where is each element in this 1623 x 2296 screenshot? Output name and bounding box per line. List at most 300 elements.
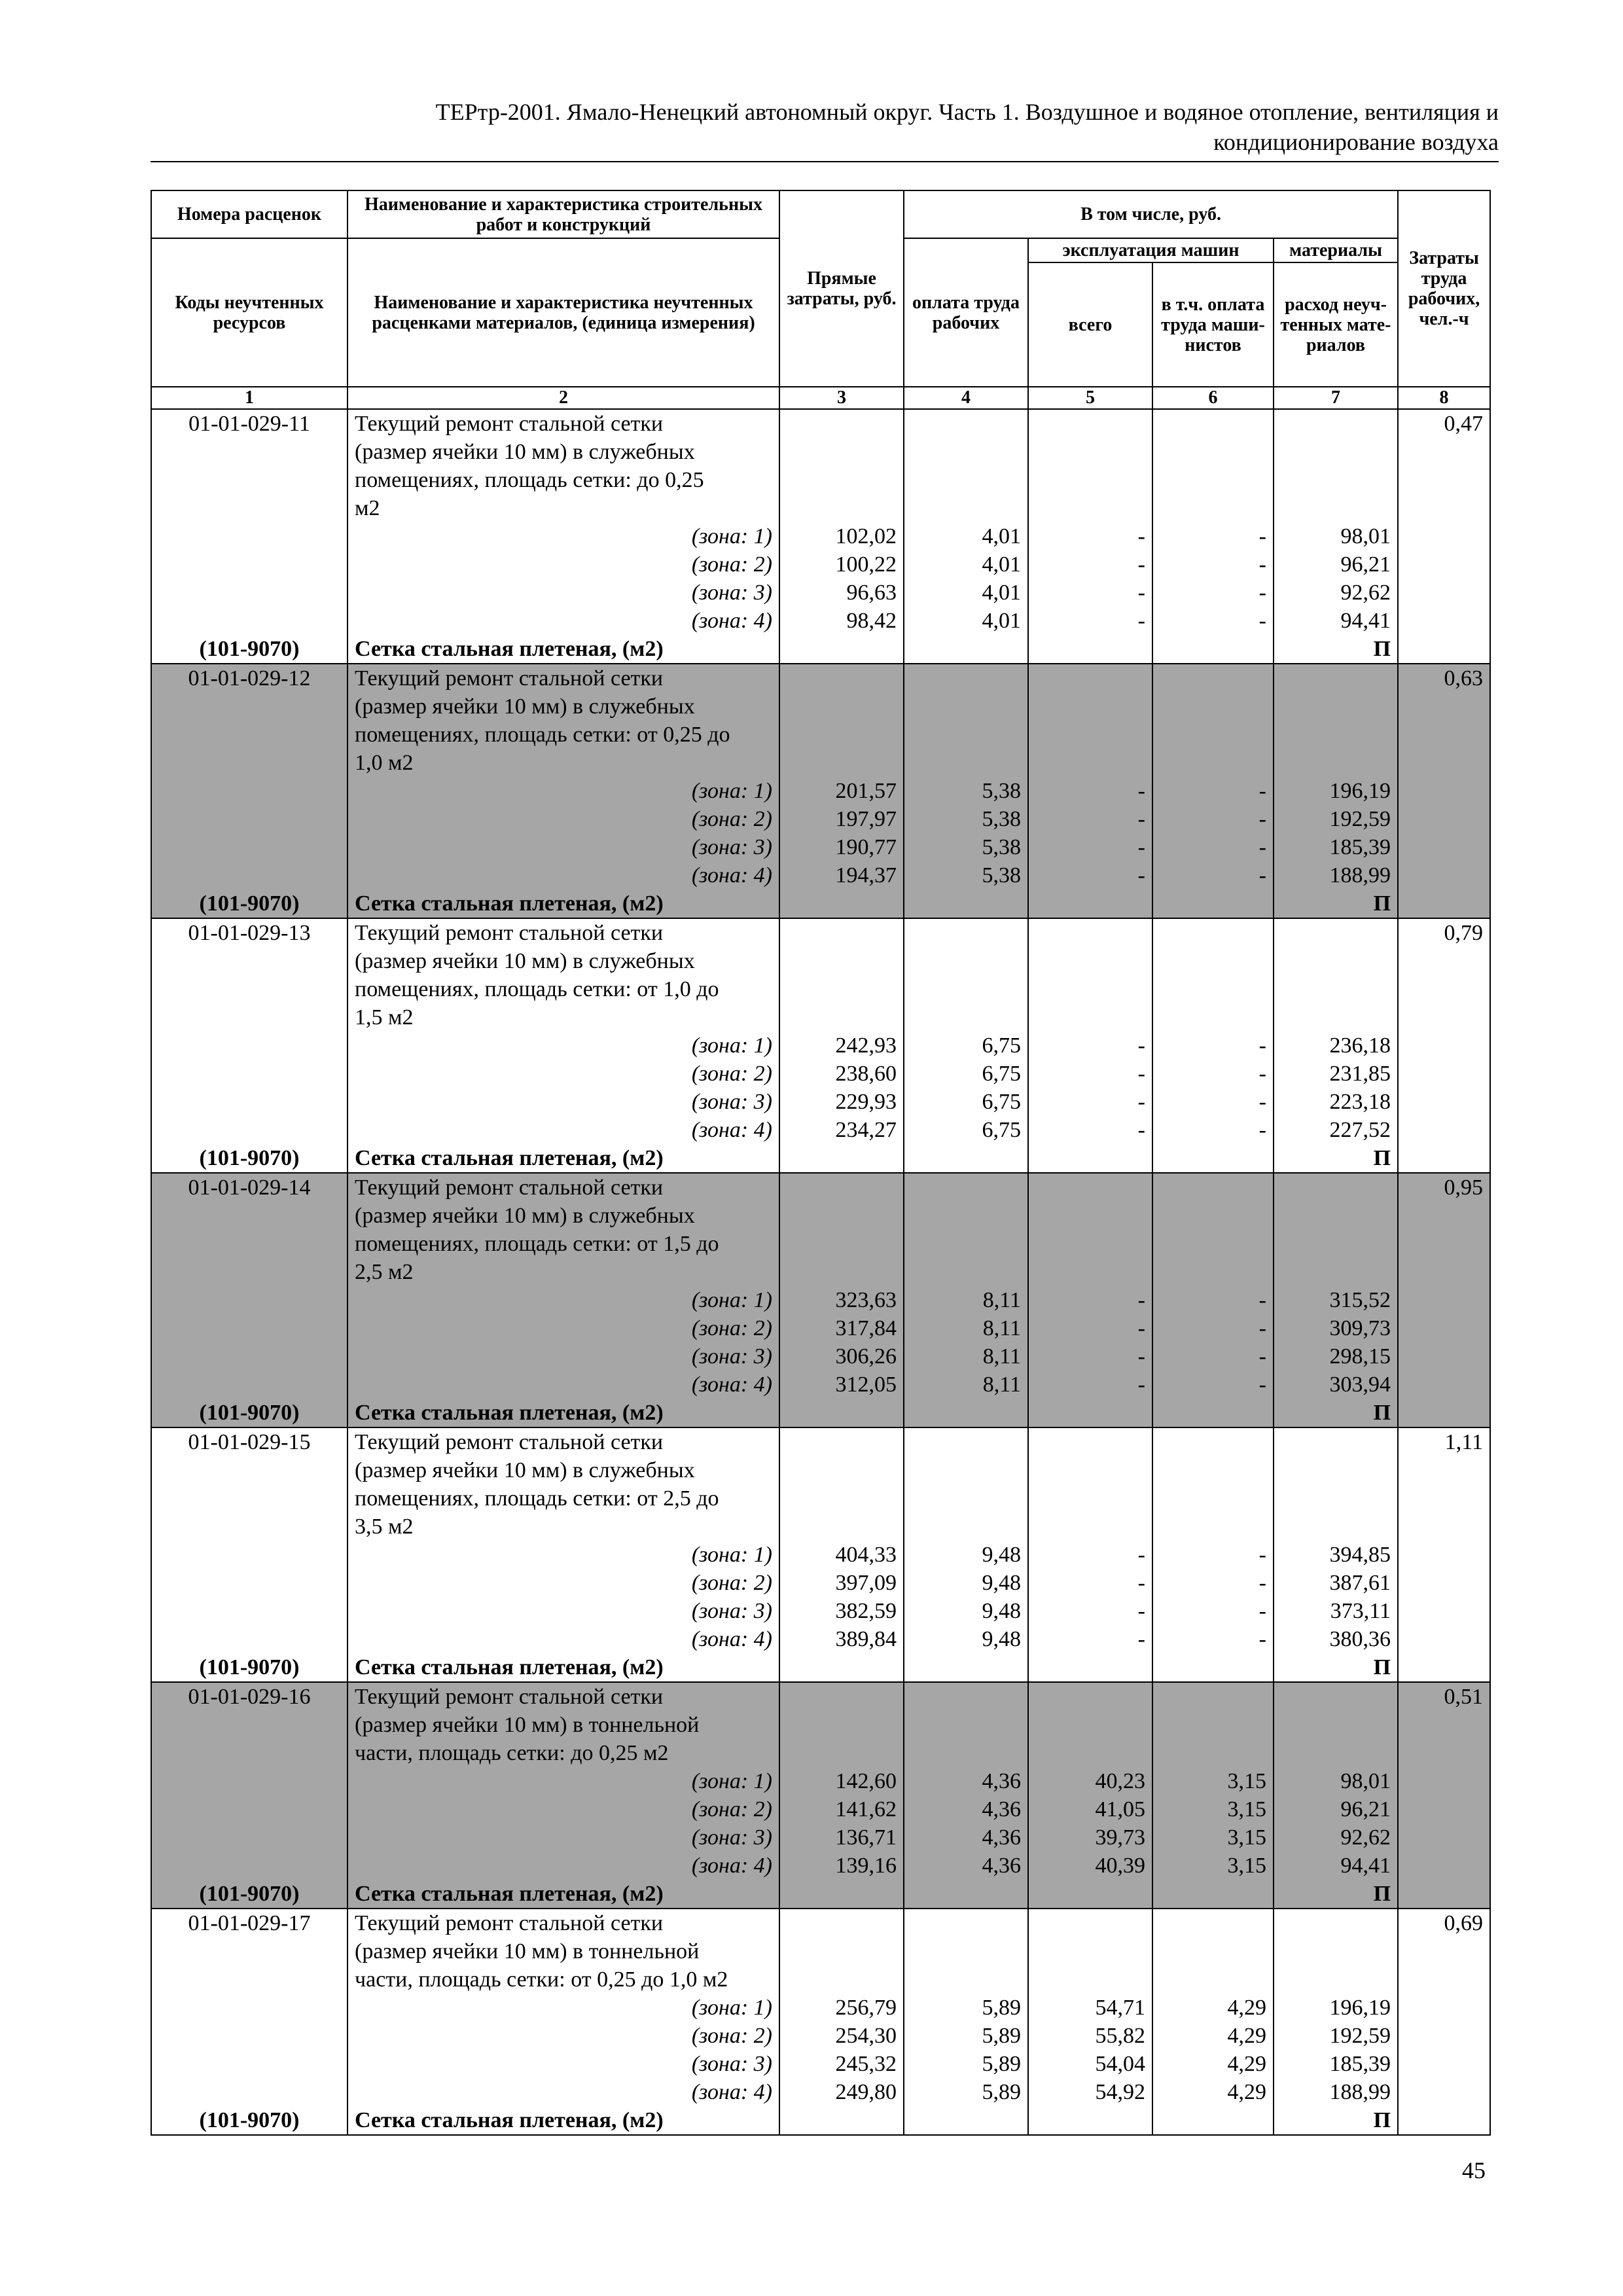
rate-description-row xyxy=(151,1427,1490,1456)
rate-description-row xyxy=(151,918,1490,947)
empty-cell xyxy=(779,918,904,947)
empty-cell xyxy=(1028,409,1152,438)
zone-row xyxy=(151,1823,1490,1852)
resource-flag: П xyxy=(1274,2106,1398,2135)
empty-cell xyxy=(1398,1088,1490,1116)
labor-pay: 5,38 xyxy=(904,777,1028,805)
column-number: 2 xyxy=(348,387,779,409)
rate-description-row xyxy=(151,749,1490,777)
empty-cell xyxy=(779,635,904,664)
machines-labor-pay: 3,15 xyxy=(1152,1795,1274,1823)
running-header-line2: кондиционирование воздуха xyxy=(1213,129,1499,155)
labor-pay: 5,89 xyxy=(904,2022,1028,2050)
rate-description-row xyxy=(151,438,1490,466)
rate-description-line: Текущий ремонт стальной сетки xyxy=(348,1173,779,1202)
materials-cost: 309,73 xyxy=(1274,1314,1398,1342)
machines-labor-pay: 3,15 xyxy=(1152,1767,1274,1795)
empty-cell xyxy=(904,1399,1028,1427)
empty-cell xyxy=(1274,1739,1398,1767)
empty-cell xyxy=(1398,438,1490,466)
rate-description-row xyxy=(151,1739,1490,1767)
materials-cost: 92,62 xyxy=(1274,579,1398,607)
machines-labor-pay: 3,15 xyxy=(1152,1823,1274,1852)
empty-cell xyxy=(1028,1456,1152,1484)
empty-cell xyxy=(1152,1427,1274,1456)
empty-cell xyxy=(1398,466,1490,494)
materials-cost: 185,39 xyxy=(1274,833,1398,861)
machines-labor-pay: - xyxy=(1152,1286,1274,1314)
empty-cell xyxy=(1028,1937,1152,1965)
zone-row xyxy=(151,861,1490,889)
machines-labor-pay: - xyxy=(1152,522,1274,550)
machines-total: - xyxy=(1028,1060,1152,1088)
empty-cell xyxy=(151,2022,348,2050)
resource-flag: П xyxy=(1274,1399,1398,1427)
zone-label: (зона: 3) xyxy=(348,1597,779,1625)
empty-cell xyxy=(779,1003,904,1031)
materials-cost: 192,59 xyxy=(1274,2022,1398,2050)
materials-cost: 380,36 xyxy=(1274,1625,1398,1653)
resource-row xyxy=(151,635,1490,664)
empty-cell xyxy=(1274,918,1398,947)
empty-cell xyxy=(151,1739,348,1767)
resource-flag: П xyxy=(1274,1653,1398,1682)
labor-pay: 6,75 xyxy=(904,1088,1028,1116)
empty-cell xyxy=(151,1823,348,1852)
empty-cell xyxy=(1398,1116,1490,1144)
direct-cost: 197,97 xyxy=(779,805,904,833)
empty-cell xyxy=(1274,1173,1398,1202)
empty-cell xyxy=(1028,1003,1152,1031)
resource-code: (101-9070) xyxy=(151,889,348,918)
rate-description-line: части, площадь сетки: до 0,25 м2 xyxy=(348,1739,779,1767)
materials-cost: 298,15 xyxy=(1274,1342,1398,1371)
empty-cell xyxy=(151,579,348,607)
empty-cell xyxy=(1152,1456,1274,1484)
rate-description-line: Текущий ремонт стальной сетки xyxy=(348,918,779,947)
zone-row xyxy=(151,1852,1490,1880)
rate-description-row xyxy=(151,1965,1490,1994)
empty-cell xyxy=(151,1202,348,1230)
empty-cell xyxy=(151,1597,348,1625)
rate-description-row xyxy=(151,975,1490,1003)
labor-pay: 9,48 xyxy=(904,1569,1028,1597)
machines-total: - xyxy=(1028,805,1152,833)
empty-cell xyxy=(1274,1484,1398,1513)
labor-pay: 4,36 xyxy=(904,1823,1028,1852)
header-materials-sub: расход неуч-тенных мате-риалов xyxy=(1274,262,1398,387)
empty-cell xyxy=(151,1852,348,1880)
empty-cell xyxy=(904,1456,1028,1484)
empty-cell xyxy=(1028,635,1152,664)
empty-cell xyxy=(1398,1003,1490,1031)
empty-cell xyxy=(1398,2078,1490,2106)
empty-cell xyxy=(1152,1173,1274,1202)
machines-total: - xyxy=(1028,1031,1152,1060)
empty-cell xyxy=(779,466,904,494)
empty-cell xyxy=(1398,1795,1490,1823)
empty-cell xyxy=(151,777,348,805)
labor-cost: 0,51 xyxy=(1398,1682,1490,1711)
empty-cell xyxy=(1152,635,1274,664)
empty-cell xyxy=(904,947,1028,975)
machines-labor-pay: - xyxy=(1152,777,1274,805)
materials-cost: 94,41 xyxy=(1274,607,1398,635)
empty-cell xyxy=(1398,721,1490,749)
empty-cell xyxy=(904,1909,1028,1937)
empty-cell xyxy=(904,1711,1028,1739)
empty-cell xyxy=(1028,1739,1152,1767)
rate-description-row xyxy=(151,664,1490,692)
machines-labor-pay: - xyxy=(1152,1088,1274,1116)
empty-cell xyxy=(1398,1286,1490,1314)
empty-cell xyxy=(151,1060,348,1088)
empty-cell xyxy=(1152,1880,1274,1909)
empty-cell xyxy=(1398,1711,1490,1739)
empty-cell xyxy=(1028,494,1152,522)
zone-label: (зона: 4) xyxy=(348,2078,779,2106)
materials-cost: 227,52 xyxy=(1274,1116,1398,1144)
empty-cell xyxy=(1152,918,1274,947)
empty-cell xyxy=(1398,1541,1490,1569)
empty-cell xyxy=(1152,721,1274,749)
empty-cell xyxy=(1152,1682,1274,1711)
empty-cell xyxy=(1028,1399,1152,1427)
empty-cell xyxy=(1274,1202,1398,1230)
empty-cell xyxy=(1398,1653,1490,1682)
empty-cell xyxy=(1152,749,1274,777)
empty-cell xyxy=(1274,1937,1398,1965)
empty-cell xyxy=(1274,1456,1398,1484)
empty-cell xyxy=(1274,947,1398,975)
direct-cost: 238,60 xyxy=(779,1060,904,1088)
zone-row xyxy=(151,1767,1490,1795)
machines-total: - xyxy=(1028,1314,1152,1342)
empty-cell xyxy=(1274,975,1398,1003)
machines-total: - xyxy=(1028,607,1152,635)
empty-cell xyxy=(779,1711,904,1739)
rate-description-row xyxy=(151,1711,1490,1739)
materials-cost: 394,85 xyxy=(1274,1541,1398,1569)
empty-cell xyxy=(1398,1031,1490,1060)
machines-labor-pay: - xyxy=(1152,1625,1274,1653)
empty-cell xyxy=(151,833,348,861)
empty-cell xyxy=(1398,1144,1490,1173)
empty-cell xyxy=(1028,692,1152,721)
rates-table xyxy=(151,190,1491,2136)
empty-cell xyxy=(1398,777,1490,805)
resource-code: (101-9070) xyxy=(151,1144,348,1173)
rate-description-line: (размер ячейки 10 мм) в тоннельной xyxy=(348,1937,779,1965)
direct-cost: 397,09 xyxy=(779,1569,904,1597)
empty-cell xyxy=(1274,1003,1398,1031)
empty-cell xyxy=(151,1371,348,1399)
column-number: 4 xyxy=(904,387,1028,409)
empty-cell xyxy=(1274,494,1398,522)
empty-cell xyxy=(1398,2022,1490,2050)
zone-label: (зона: 2) xyxy=(348,1569,779,1597)
machines-total: - xyxy=(1028,833,1152,861)
empty-cell xyxy=(779,1456,904,1484)
zone-row xyxy=(151,2050,1490,2078)
rate-description-row xyxy=(151,466,1490,494)
direct-cost: 317,84 xyxy=(779,1314,904,1342)
empty-cell xyxy=(904,1484,1028,1513)
direct-cost: 190,77 xyxy=(779,833,904,861)
column-number: 3 xyxy=(779,387,904,409)
machines-total: 40,23 xyxy=(1028,1767,1152,1795)
rate-code: 01-01-029-12 xyxy=(151,664,348,692)
column-number: 7 xyxy=(1274,387,1398,409)
empty-cell xyxy=(1398,607,1490,635)
zone-row xyxy=(151,550,1490,579)
empty-cell xyxy=(1028,1230,1152,1258)
rate-description-row xyxy=(151,1484,1490,1513)
empty-cell xyxy=(1398,1314,1490,1342)
empty-cell xyxy=(151,1031,348,1060)
empty-cell xyxy=(1398,1513,1490,1541)
empty-cell xyxy=(151,2078,348,2106)
empty-cell xyxy=(1274,1258,1398,1286)
rate-description-row xyxy=(151,494,1490,522)
direct-cost: 98,42 xyxy=(779,607,904,635)
empty-cell xyxy=(151,1314,348,1342)
machines-labor-pay: 4,29 xyxy=(1152,2022,1274,2050)
direct-cost: 229,93 xyxy=(779,1088,904,1116)
empty-cell xyxy=(1398,1202,1490,1230)
direct-cost: 389,84 xyxy=(779,1625,904,1653)
labor-cost: 0,63 xyxy=(1398,664,1490,692)
materials-cost: 236,18 xyxy=(1274,1031,1398,1060)
zone-label: (зона: 1) xyxy=(348,1031,779,1060)
rate-description-row xyxy=(151,1909,1490,1937)
empty-cell xyxy=(1398,805,1490,833)
empty-cell xyxy=(1274,749,1398,777)
rate-description-line: (размер ячейки 10 мм) в тоннельной xyxy=(348,1711,779,1739)
header-machines-labor: в т.ч. оплата труда маши-нистов xyxy=(1152,262,1274,387)
labor-pay: 4,01 xyxy=(904,579,1028,607)
labor-cost: 0,47 xyxy=(1398,409,1490,438)
zone-row xyxy=(151,579,1490,607)
empty-cell xyxy=(779,494,904,522)
empty-cell xyxy=(1398,1852,1490,1880)
empty-cell xyxy=(1152,1258,1274,1286)
empty-cell xyxy=(151,438,348,466)
empty-cell xyxy=(1152,494,1274,522)
empty-cell xyxy=(1398,1456,1490,1484)
machines-labor-pay: - xyxy=(1152,1371,1274,1399)
rate-description-row xyxy=(151,1937,1490,1965)
machines-labor-pay: 4,29 xyxy=(1152,2050,1274,2078)
empty-cell xyxy=(1398,1371,1490,1399)
labor-cost: 0,69 xyxy=(1398,1909,1490,1937)
empty-cell xyxy=(151,1116,348,1144)
machines-total: - xyxy=(1028,1625,1152,1653)
labor-cost: 0,79 xyxy=(1398,918,1490,947)
direct-cost: 254,30 xyxy=(779,2022,904,2050)
header-labor-pay: оплата труда рабочих xyxy=(904,238,1028,387)
zone-row xyxy=(151,1342,1490,1371)
empty-cell xyxy=(1398,1597,1490,1625)
materials-cost: 188,99 xyxy=(1274,2078,1398,2106)
empty-cell xyxy=(779,1399,904,1427)
rate-description-line: помещениях, площадь сетки: от 1,5 до xyxy=(348,1230,779,1258)
labor-pay: 4,36 xyxy=(904,1852,1028,1880)
rate-description-line: 1,0 м2 xyxy=(348,749,779,777)
empty-cell xyxy=(779,1173,904,1202)
empty-cell xyxy=(1028,1965,1152,1994)
empty-cell xyxy=(1274,1682,1398,1711)
direct-cost: 141,62 xyxy=(779,1795,904,1823)
rate-description-line: Текущий ремонт стальной сетки xyxy=(348,1909,779,1937)
zone-label: (зона: 2) xyxy=(348,2022,779,2050)
empty-cell xyxy=(1152,466,1274,494)
zone-label: (зона: 3) xyxy=(348,1342,779,1371)
column-number: 1 xyxy=(151,387,348,409)
labor-pay: 9,48 xyxy=(904,1597,1028,1625)
empty-cell xyxy=(151,975,348,1003)
empty-cell xyxy=(779,947,904,975)
empty-cell xyxy=(1398,1060,1490,1088)
empty-cell xyxy=(151,1088,348,1116)
resource-name: Сетка стальная плетеная, (м2) xyxy=(348,2106,779,2135)
machines-total: - xyxy=(1028,579,1152,607)
empty-cell xyxy=(151,947,348,975)
zone-row xyxy=(151,1371,1490,1399)
materials-cost: 196,19 xyxy=(1274,1994,1398,2022)
machines-total: 40,39 xyxy=(1028,1852,1152,1880)
direct-cost: 139,16 xyxy=(779,1852,904,1880)
resource-code: (101-9070) xyxy=(151,635,348,664)
resource-flag: П xyxy=(1274,1144,1398,1173)
machines-total: 41,05 xyxy=(1028,1795,1152,1823)
machines-labor-pay: 4,29 xyxy=(1152,1994,1274,2022)
empty-cell xyxy=(1028,749,1152,777)
empty-cell xyxy=(151,522,348,550)
rates-table-body xyxy=(151,387,1490,2135)
empty-cell xyxy=(1152,1937,1274,1965)
zone-label: (зона: 3) xyxy=(348,1088,779,1116)
empty-cell xyxy=(1398,579,1490,607)
rate-description-line: Текущий ремонт стальной сетки xyxy=(348,664,779,692)
empty-cell xyxy=(151,1286,348,1314)
empty-cell xyxy=(904,1682,1028,1711)
empty-cell xyxy=(1028,889,1152,918)
empty-cell xyxy=(151,1513,348,1541)
machines-labor-pay: - xyxy=(1152,1597,1274,1625)
rate-description-row xyxy=(151,692,1490,721)
empty-cell xyxy=(1398,2106,1490,2135)
header-materials: материалы xyxy=(1274,238,1398,262)
empty-cell xyxy=(1152,1003,1274,1031)
empty-cell xyxy=(151,550,348,579)
empty-cell xyxy=(1152,1484,1274,1513)
resource-flag: П xyxy=(1274,635,1398,664)
resource-row xyxy=(151,1653,1490,1682)
empty-cell xyxy=(904,1258,1028,1286)
rate-description-row xyxy=(151,1682,1490,1711)
labor-pay: 5,38 xyxy=(904,805,1028,833)
direct-cost: 404,33 xyxy=(779,1541,904,1569)
empty-cell xyxy=(1274,1513,1398,1541)
header-labor-costs: Затраты труда рабочих, чел.-ч xyxy=(1398,190,1490,387)
labor-cost: 0,95 xyxy=(1398,1173,1490,1202)
empty-cell xyxy=(1152,438,1274,466)
machines-labor-pay: - xyxy=(1152,833,1274,861)
machines-labor-pay: 4,29 xyxy=(1152,2078,1274,2106)
empty-cell xyxy=(904,975,1028,1003)
empty-cell xyxy=(1152,1144,1274,1173)
labor-pay: 8,11 xyxy=(904,1286,1028,1314)
empty-cell xyxy=(904,1173,1028,1202)
direct-cost: 102,02 xyxy=(779,522,904,550)
zone-label: (зона: 3) xyxy=(348,579,779,607)
resource-flag: П xyxy=(1274,1880,1398,1909)
empty-cell xyxy=(151,1569,348,1597)
column-number: 8 xyxy=(1398,387,1490,409)
resource-name: Сетка стальная плетеная, (м2) xyxy=(348,635,779,664)
direct-cost: 245,32 xyxy=(779,2050,904,2078)
header-name-top: Наименование и характеристика строительных работ и конструкций xyxy=(348,190,779,238)
empty-cell xyxy=(779,1202,904,1230)
empty-cell xyxy=(904,749,1028,777)
empty-cell xyxy=(1152,2106,1274,2135)
machines-labor-pay: - xyxy=(1152,1116,1274,1144)
empty-cell xyxy=(1398,1230,1490,1258)
direct-cost: 249,80 xyxy=(779,2078,904,2106)
empty-cell xyxy=(779,1230,904,1258)
labor-pay: 4,01 xyxy=(904,522,1028,550)
empty-cell xyxy=(779,2106,904,2135)
rate-description-line: 2,5 м2 xyxy=(348,1258,779,1286)
direct-cost: 382,59 xyxy=(779,1597,904,1625)
empty-cell xyxy=(779,1937,904,1965)
zone-label: (зона: 4) xyxy=(348,1852,779,1880)
empty-cell xyxy=(1152,664,1274,692)
resource-row xyxy=(151,1880,1490,1909)
resource-code: (101-9070) xyxy=(151,1880,348,1909)
materials-cost: 223,18 xyxy=(1274,1088,1398,1116)
machines-total: - xyxy=(1028,777,1152,805)
zone-label: (зона: 3) xyxy=(348,2050,779,2078)
direct-cost: 306,26 xyxy=(779,1342,904,1371)
empty-cell xyxy=(1028,918,1152,947)
empty-cell xyxy=(779,1258,904,1286)
machines-labor-pay: - xyxy=(1152,1541,1274,1569)
resource-flag: П xyxy=(1274,889,1398,918)
empty-cell xyxy=(779,409,904,438)
empty-cell xyxy=(1028,1427,1152,1456)
empty-cell xyxy=(1152,975,1274,1003)
empty-cell xyxy=(904,721,1028,749)
empty-cell xyxy=(1028,466,1152,494)
resource-name: Сетка стальная плетеная, (м2) xyxy=(348,1399,779,1427)
empty-cell xyxy=(1274,664,1398,692)
empty-cell xyxy=(1398,2050,1490,2078)
empty-cell xyxy=(1274,1965,1398,1994)
materials-cost: 387,61 xyxy=(1274,1569,1398,1597)
empty-cell xyxy=(904,1880,1028,1909)
materials-cost: 231,85 xyxy=(1274,1060,1398,1088)
rate-description-line: (размер ячейки 10 мм) в служебных xyxy=(348,1202,779,1230)
empty-cell xyxy=(1028,438,1152,466)
zone-row xyxy=(151,1088,1490,1116)
zone-row xyxy=(151,522,1490,550)
direct-cost: 142,60 xyxy=(779,1767,904,1795)
machines-total: - xyxy=(1028,1088,1152,1116)
empty-cell xyxy=(1274,1427,1398,1456)
header-including: В том числе, руб. xyxy=(904,190,1398,238)
